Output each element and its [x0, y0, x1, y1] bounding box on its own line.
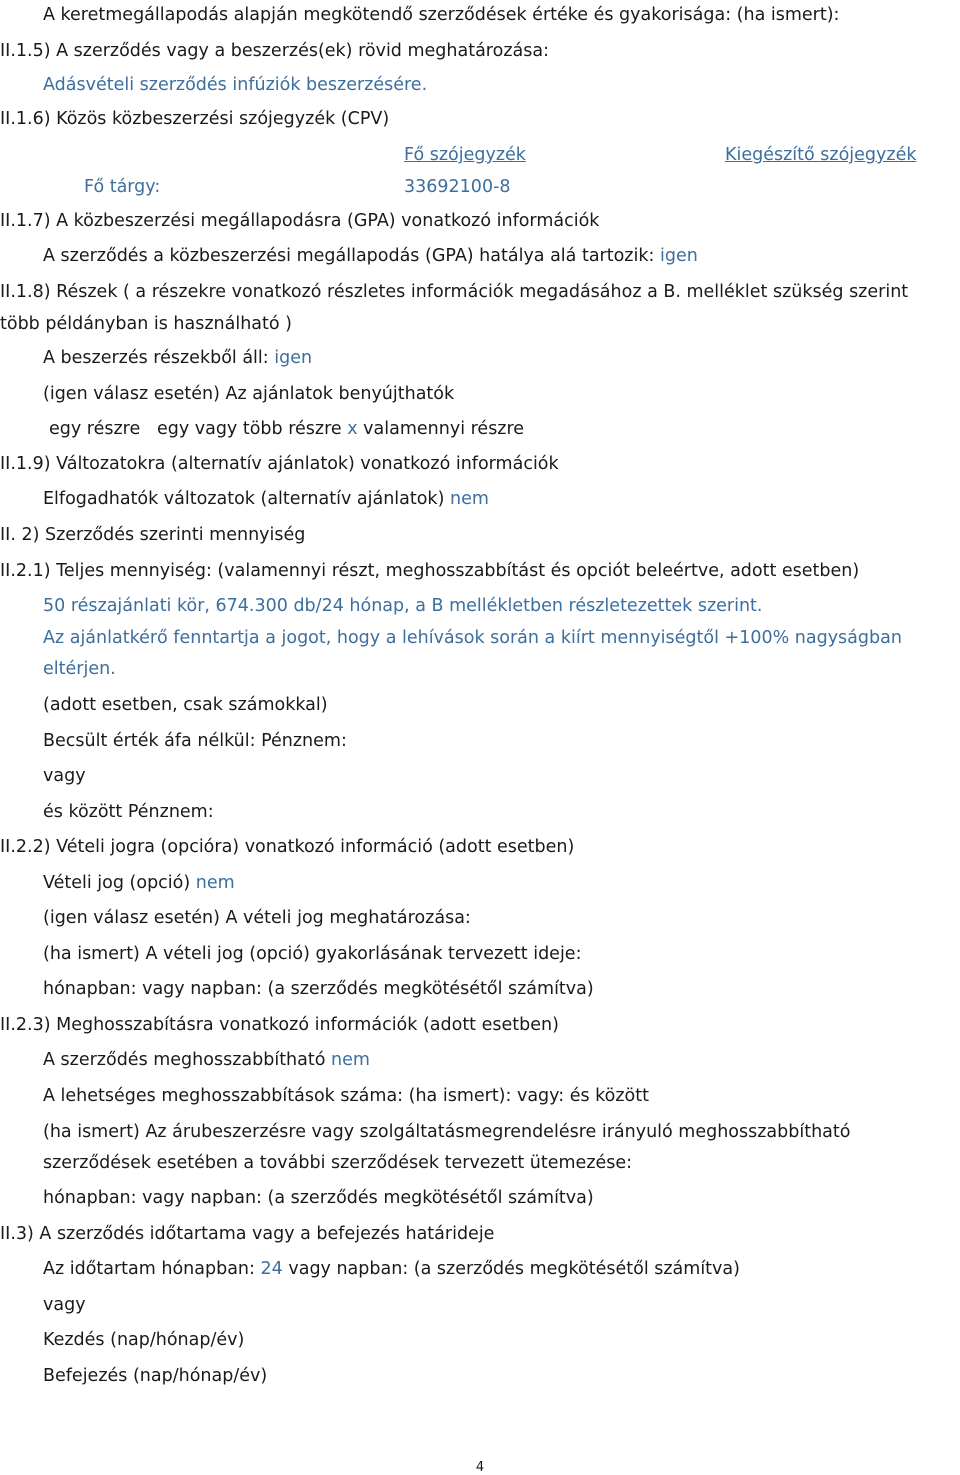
text-line: (igen válasz esetén) Az ajánlatok benyújthatók — [43, 384, 455, 404]
text-line: több példányban is használható ) — [0, 314, 292, 334]
text-line: szerződések esetében a további szerződések tervezett ütemezése: — [43, 1153, 633, 1173]
text-line: (adott esetben, csak számokkal) — [43, 695, 328, 715]
section-heading: II.1.7) A közbeszerzési megállapodásra (GPA) vonatkozó információk — [0, 211, 600, 231]
cpv-main-header: Fő szójegyzék — [404, 145, 526, 165]
text-line: Becsült érték áfa nélkül: Pénznem: — [43, 731, 347, 751]
section-heading: II.2.3) Meghosszabításra vonatkozó információk (adott esetben) — [0, 1015, 559, 1035]
text-line: vagy — [43, 766, 86, 786]
duration-value: 24 — [260, 1259, 283, 1279]
duration-suffix: vagy napban: (a szerződés megkötésétől számítva) — [288, 1259, 740, 1279]
text-line — [43, 1049, 370, 1071]
quantity-text: 50 részajánlati kör, 674.300 db/24 hónap, a B mellékletben részletezettek szerint. — [43, 596, 763, 616]
text-line — [43, 488, 489, 510]
option-label: Vételi jog (opció) — [43, 873, 191, 893]
section-heading: II.2.2) Vételi jogra (opcióra) vonatkozó információ (adott esetben) — [0, 837, 575, 857]
text-line: hónapban: vagy napban: (a szerződés megkötésétől számítva) — [43, 979, 594, 999]
gpa-label: A szerződés a közbeszerzési megállapodás (GPA) hatálya alá tartozik: — [43, 246, 655, 266]
text-line: Befejezés (nap/hónap/év) — [43, 1366, 268, 1386]
text-line — [43, 245, 698, 267]
section-heading: II.1.6) Közös közbeszerzési szójegyzék (CPV) — [0, 109, 390, 129]
quantity-text: Az ajánlatkérő fenntartja a jogot, hogy a lehívások során a kiírt mennyiségtől +100% nagyságban — [43, 628, 902, 648]
contract-description: Adásvételi szerződés infúziók beszerzésére. — [43, 75, 428, 95]
text-line: A lehetséges meghosszabbítások száma: (ha ismert): vagy: és között — [43, 1086, 649, 1106]
text-line: hónapban: vagy napban: (a szerződés megkötésétől számítva) — [43, 1188, 594, 1208]
lots-value: igen — [274, 348, 313, 368]
text-line: vagy — [43, 1295, 86, 1315]
lots-options: egy részre egy vagy több részre — [49, 419, 342, 439]
text-line — [43, 872, 235, 894]
section-heading: II.3) A szerződés időtartama vagy a befejezés határideje — [0, 1224, 495, 1244]
text-line — [43, 1258, 740, 1280]
text-line — [43, 347, 312, 369]
option-value: nem — [195, 873, 235, 893]
quantity-text: eltérjen. — [43, 659, 116, 679]
section-heading: II.2.1) Teljes mennyiség: (valamennyi részt, meghosszabbítást és opciót beleértve, adott esetben) — [0, 561, 860, 581]
text-line: és között Pénznem: — [43, 802, 214, 822]
text-line: A keretmegállapodás alapján megkötendő szerződések értéke és gyakorisága: (ha ismert): — [43, 5, 840, 25]
variants-label: Elfogadhatók változatok (alternatív ajánlatok) — [43, 489, 445, 509]
text-line: (igen válasz esetén) A vételi jog meghatározása: — [43, 908, 471, 928]
cpv-code: 33692100-8 — [404, 177, 511, 197]
text-line — [49, 418, 524, 440]
text-line: (ha ismert) A vételi jog (opció) gyakorlásának tervezett ideje: — [43, 944, 582, 964]
gpa-value: igen — [659, 246, 698, 266]
renewal-value: nem — [331, 1050, 370, 1070]
section-heading: II.1.5) A szerződés vagy a beszerzés(ek) rövid meghatározása: — [0, 41, 549, 61]
cpv-subject-label: Fő tárgy: — [84, 177, 161, 197]
renewal-label: A szerződés meghosszabbítható — [43, 1050, 326, 1070]
lots-all-label: valamennyi részre — [363, 419, 525, 439]
text-line: (ha ismert) Az árubeszerzésre vagy szolgáltatásmegrendelésre irányuló meghosszabbítható — [43, 1122, 851, 1142]
variants-value: nem — [449, 489, 489, 509]
cpv-supplementary-header: Kiegészítő szójegyzék — [725, 145, 917, 165]
lots-label: A beszerzés részekből áll: — [43, 348, 269, 368]
section-heading: II.1.9) Változatokra (alternatív ajánlatok) vonatkozó információk — [0, 454, 559, 474]
duration-label: Az időtartam hónapban: — [43, 1259, 255, 1279]
page-number: 4 — [475, 1460, 485, 1475]
section-heading: II.1.8) Részek ( a részekre vonatkozó részletes információk megadásához a B. melléklet szükség szerint — [0, 282, 909, 302]
section-heading: II. 2) Szerződés szerinti mennyiség — [0, 525, 306, 545]
lots-all-mark: x — [347, 419, 358, 439]
text-line: Kezdés (nap/hónap/év) — [43, 1330, 245, 1350]
